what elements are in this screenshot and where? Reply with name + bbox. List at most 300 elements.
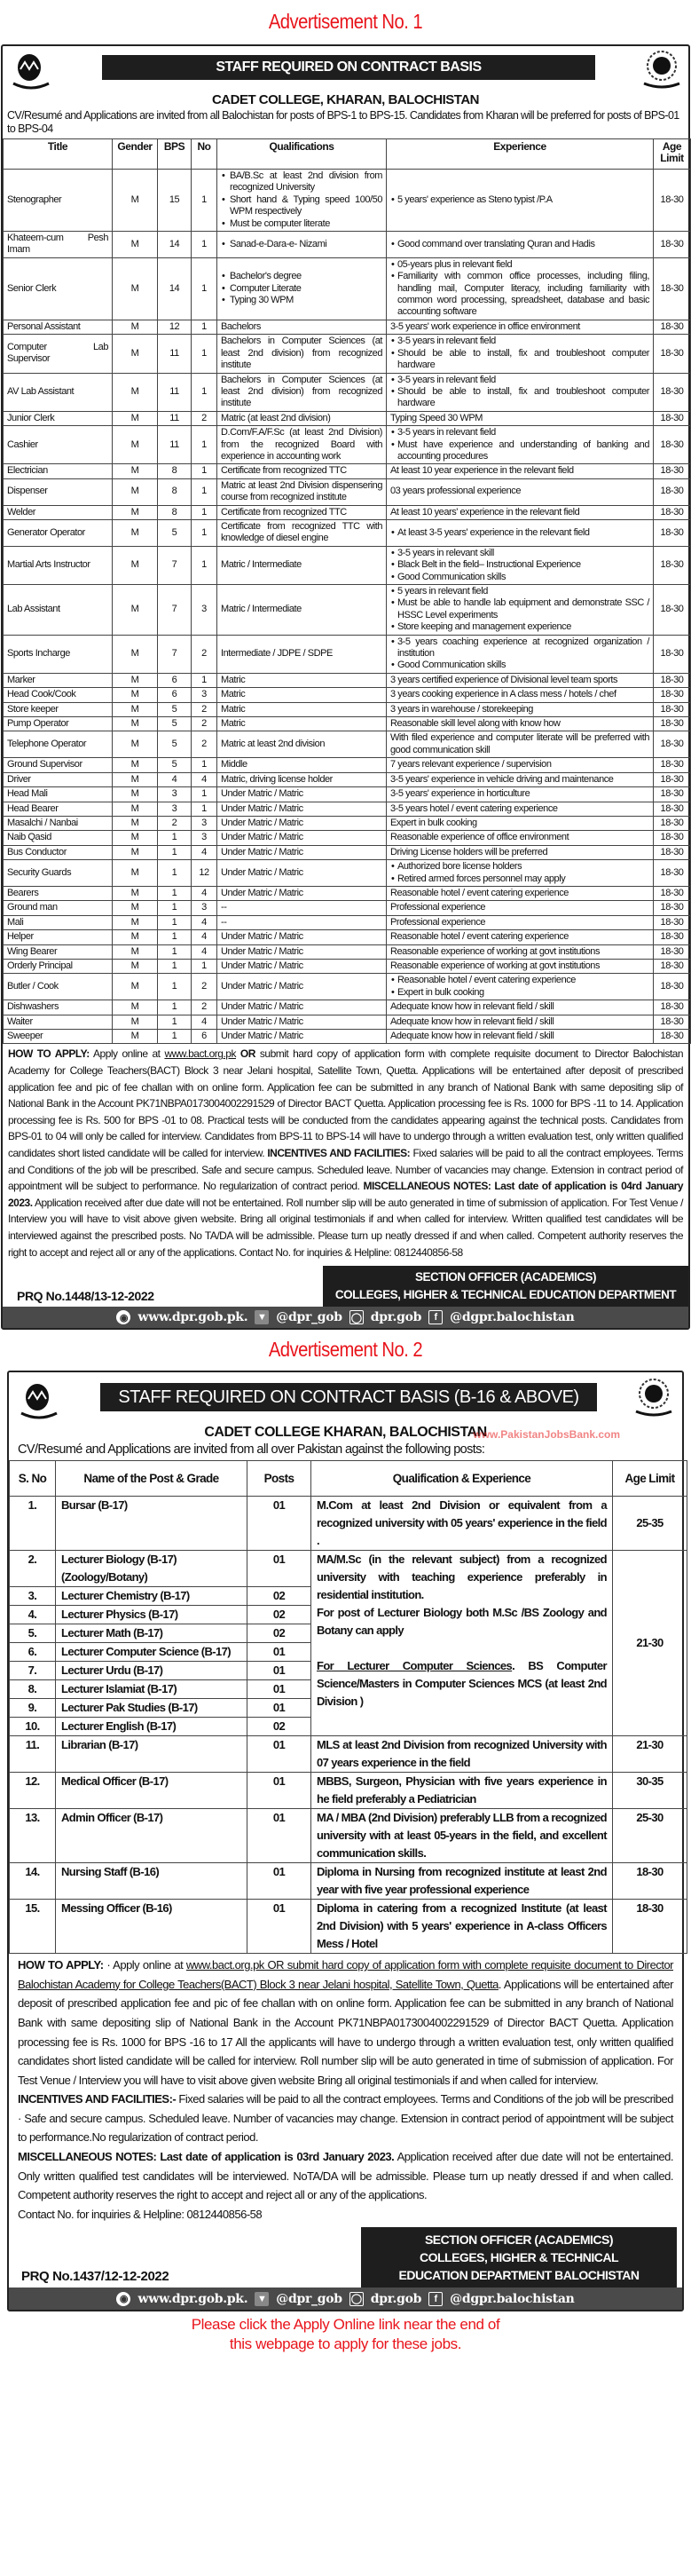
cell-age-limit: 18-30 (654, 335, 691, 373)
cell-experience (387, 232, 654, 258)
cell-experience (387, 546, 654, 584)
cell-title: Head Mali (4, 787, 113, 802)
cell-qualification-experience: MA / MBA (2nd Division) preferably LLB from a recognized university with at least 05-years in the field, and excellent communication skills. (311, 1809, 613, 1863)
cell-posts: 1 (192, 673, 217, 687)
cell-bps: 1 (158, 1030, 192, 1044)
ad-header-band: STAFF REQUIRED ON CONTRACT BASIS (102, 55, 595, 80)
table-row (4, 860, 691, 887)
cell-post-name: Lecturer English (B-17) (56, 1718, 247, 1736)
table-row (10, 1809, 687, 1863)
cell-bps: 2 (158, 816, 192, 830)
cell-age-limit: 21-30 (613, 1736, 687, 1773)
notes-heading: INCENTIVES AND FACILITIES:- (18, 2092, 177, 2106)
cell-bps: 1 (158, 886, 192, 900)
cell-bps: 1 (158, 860, 192, 887)
facebook-handle[interactable]: @dgpr.balochistan (450, 1310, 575, 1325)
cell-gender: M (113, 1030, 158, 1044)
advertisement-1 (1, 44, 690, 1330)
cell-posts: 01 (247, 1809, 311, 1863)
cell-age-limit: 18-30 (654, 585, 691, 636)
cell-gender: M (113, 860, 158, 887)
cell-qualifications: Matric, driving license holder (217, 772, 387, 786)
column-header: Posts (247, 1461, 311, 1497)
cell-posts: 02 (247, 1587, 311, 1606)
table-row (4, 959, 691, 973)
bullet-item: • Good Communication skills (390, 660, 649, 671)
cell-title: Senior Clerk (4, 257, 113, 320)
notes-text: Fixed salaries will be paid to all the contract employees. Terms and Conditions of the job will be prescribed. Safe and secure campus. Scheduled leave. Number of vacancies may change. Extension in contract period of appointment will be subject to performance. No regularization of contract period. (8, 1146, 683, 1193)
cell-posts: 1 (192, 426, 217, 464)
table-row (4, 688, 691, 702)
cell-bps: 1 (158, 1000, 192, 1015)
cell-gender: M (113, 1015, 158, 1029)
globe-icon: ◉ (116, 1310, 130, 1324)
department-emblem-icon (632, 1376, 675, 1418)
cell-posts: 01 (247, 1900, 311, 1954)
cell-gender: M (113, 373, 158, 411)
cell-title: Personal Assistant (4, 320, 113, 334)
table-header (10, 1461, 687, 1497)
cell-qualifications: Under Matric / Matric (217, 816, 387, 830)
cell-serial-no: 10. (10, 1718, 56, 1736)
cell-qualification-experience: M.Com at least 2nd Division or equivalent from a recognized university with 05 years' experience in the field . (311, 1497, 613, 1551)
cell-posts: 01 (247, 1662, 311, 1680)
cell-title: Khateem-cum Pesh Imam (4, 232, 113, 258)
cell-title: Junior Clerk (4, 411, 113, 425)
cell-experience (387, 426, 654, 464)
cell-title: Computer Lab Supervisor (4, 335, 113, 373)
cell-serial-no: 6. (10, 1643, 56, 1662)
table-row (4, 1030, 691, 1044)
bullet-item: • 5 years in relevant field (390, 586, 649, 597)
watermark: www.PakistanJobsBank.com (473, 1428, 620, 1442)
cell-posts: 1 (192, 335, 217, 373)
notes-text: Apply online at (89, 1047, 165, 1061)
cell-qualifications: Under Matric / Matric (217, 930, 387, 944)
notes-text: . Applications will be entertained after deposit of prescribed application fee and pic of fee challan with on online form. Application fee can be submitted in any branch of National Bank with same depositing slip of National Bank in the Account PK71NBPA0173004002291529 of Director BACT Quetta. Application processing fee is Rs. 1000 for BPS -16 to 17 All the applicants will have to undergo through a written evaluation test, only written qualified candidates short listed candidate will be called for interview. Roll number slip will be auto generated in time of submission of application. For Test Venue / Interview you will have to visit above given website Bring all original testimonials if and when called for interview. (18, 1977, 673, 2087)
cell-bps: 1 (158, 974, 192, 1000)
table-row (4, 974, 691, 1000)
signature-row (9, 2227, 682, 2288)
cell-experience: Reasonable hotel / event catering experience (387, 930, 654, 944)
column-header: Experience (387, 139, 654, 170)
cell-gender: M (113, 170, 158, 232)
table-row (10, 1497, 687, 1551)
column-header: Title (4, 139, 113, 170)
cell-gender: M (113, 802, 158, 816)
bullet-list (390, 527, 649, 539)
cell-age-limit: 18-30 (654, 373, 691, 411)
bullet-item: • Reasonable hotel / event catering experience (390, 975, 649, 986)
bullet-list (390, 975, 649, 999)
website-link[interactable]: www.dpr.gob.pk. (137, 1310, 248, 1325)
cell-gender: M (113, 702, 158, 716)
cell-age-limit: 18-30 (654, 411, 691, 425)
facebook-icon: f (428, 2292, 443, 2306)
cell-qualifications: Matric (at least 2nd division) (217, 411, 387, 425)
cell-bps: 4 (158, 772, 192, 786)
cell-age-limit: 18-30 (654, 717, 691, 731)
cell-gender: M (113, 688, 158, 702)
cell-posts: 12 (192, 860, 217, 887)
bullet-item: • 3-5 years in relevant field (390, 427, 649, 439)
cell-experience: Reasonable experience of working at govt institutions (387, 944, 654, 959)
cell-experience: 3-5 years hotel / event catering experience (387, 802, 654, 816)
bullet-item: • Short hand & Typing speed 100/50 WPM respectively (221, 194, 382, 218)
bullet-list (221, 239, 382, 250)
jobs-table (9, 1460, 687, 1954)
cell-gender: M (113, 816, 158, 830)
cell-qualifications: Middle (217, 758, 387, 772)
website-link[interactable]: www.dpr.gob.pk. (137, 2291, 248, 2306)
intro-text: CV/Resumé and Applications are invited from all over Pakistan against the following posts: (18, 1442, 485, 1458)
cell-qualifications: D.Com/F.A/F.Sc (at least 2nd Division) from the recognized Board with experience in accounting work (217, 426, 387, 464)
bullet-list (390, 259, 649, 319)
cell-experience: Professional experience (387, 901, 654, 915)
cell-qualifications: Bachelors in Computer Sciences (at least 2nd division) from recognized institute (217, 335, 387, 373)
cell-qualifications (217, 232, 387, 258)
table-row (10, 1773, 687, 1809)
cell-post-name: Lecturer Urdu (B-17) (56, 1662, 247, 1680)
cell-age-limit: 18-30 (654, 1000, 691, 1015)
instagram-handle[interactable]: dpr.gob (370, 1310, 422, 1325)
cell-age-limit: 18-30 (654, 702, 691, 716)
cell-bps: 1 (158, 845, 192, 859)
cell-qualification-experience: Diploma in catering from a recognized Institute (at least 2nd Division) with 5 years' experience in A-class Officers Mess / Hotel (311, 1900, 613, 1954)
bullet-item: • 05-years plus in relevant field (390, 259, 649, 271)
cell-posts: 3 (192, 585, 217, 636)
cell-qualifications: Matric (217, 673, 387, 687)
cell-age-limit: 18-30 (654, 320, 691, 334)
cell-experience (387, 974, 654, 1000)
cell-post-name: Nursing Staff (B-16) (56, 1863, 247, 1900)
cell-bps: 5 (158, 758, 192, 772)
notes-text: submit hard copy of application form with complete requisite document to Director Balochistan Academy for College Teachers(BACT) Block 3 near Jelani hospital, Satellite Town, Quetta. Applications will be entertained after deposit of prescribed application fee and pic of fee challan with on online form. Application fee can be submitted in any branch of National Bank with same depositing slip of National Bank in the Account PK71NBPA0173004002291529 of Director BACT Quetta. Application processing fee is Rs. 1000 for BPS -11 to 14. Application processing fee is Rs. 500 for BPS -01 to 08. Practical tests will be conducted from the candidates appearing against the technical posts. Candidates from BPS-01 to 04 will only be called for interview. Candidates from BPS-11 to BPS-14 will have to undergo through a written evaluation test, only written qualified candidates short listed candidate will be called for interview. (8, 1047, 683, 1159)
qualification-text: . BS Computer Science/Masters in Computer Sciences MCS (at least 2nd Division ) (317, 1659, 608, 1709)
cell-age-limit: 18-30 (654, 901, 691, 915)
cell-qualifications: Under Matric / Matric (217, 831, 387, 845)
bullet-item: • Authorized bore license holders (390, 861, 649, 873)
bullet-list (390, 239, 649, 250)
cell-posts: 01 (247, 1736, 311, 1773)
cell-age-limit: 18-30 (654, 944, 691, 959)
bullet-item: • Black Belt in the field– Instructional Experience (390, 559, 649, 571)
cell-post-name: Librarian (B-17) (56, 1736, 247, 1773)
cell-age-limit: 18-30 (654, 802, 691, 816)
instagram-icon: ◯ (349, 2292, 364, 2306)
cell-posts: 2 (192, 974, 217, 1000)
cell-serial-no: 13. (10, 1809, 56, 1863)
cell-post-name: Lecturer Pak Studies (B-17) (56, 1699, 247, 1718)
cell-posts: 1 (192, 478, 217, 505)
cell-title: Sports Incharge (4, 635, 113, 673)
cell-gender: M (113, 232, 158, 258)
table-row (4, 1000, 691, 1015)
cell-qualifications: Matric (217, 717, 387, 731)
cell-title: Pump Operator (4, 717, 113, 731)
cell-qualifications: Intermediate / JDPE / SDPE (217, 635, 387, 673)
notes-text: Contact No. for inquiries & Helpline: 0812440856-58 (18, 2207, 263, 2221)
cell-age-limit: 18-30 (654, 635, 691, 673)
cell-qualifications: Matric at least 2nd division (217, 731, 387, 758)
bullet-item: • Sanad-e-Dara-e- Nizami (221, 239, 382, 250)
bullet-list (390, 194, 649, 206)
signatory-title: SECTION OFFICER (ACADEMICS) (415, 1270, 596, 1284)
cell-experience: 3-5 years' experience in vehicle driving and maintenance (387, 772, 654, 786)
column-header: Name of the Post & Grade (56, 1461, 247, 1497)
bullet-item: • BA/B.Sc at least 2nd division from recognized University (221, 170, 382, 194)
advertisement-1-title: Advertisement No. 1 (268, 10, 423, 33)
college-name: CADET COLLEGE KHARAN, BALOCHISTAN (204, 1425, 487, 1441)
application-instructions (3, 1044, 688, 1262)
cell-serial-no: 1. (10, 1497, 56, 1551)
notes-heading: MISCELLANEOUS NOTES: Last date of application is 04rd January 2023. (8, 1180, 683, 1209)
cell-bps: 1 (158, 1015, 192, 1029)
column-header: Age Limit (613, 1461, 687, 1497)
bullet-item: • Retired armed forces personnel may apply (390, 873, 649, 885)
cell-post-name: Lecturer Chemistry (B-17) (56, 1587, 247, 1606)
cell-posts: 3 (192, 901, 217, 915)
cell-bps: 14 (158, 232, 192, 258)
section-officer-signature (361, 2227, 677, 2288)
apply-link[interactable]: www.bact.org.pk OR submit hard copy of application form with complete requisite document to Director Balochistan Academy for College Teachers(BACT) Block 3 near Jelani hospital, Satellite Town, Quetta (18, 1958, 674, 1991)
table-row (4, 802, 691, 816)
cell-gender: M (113, 478, 158, 505)
notes-heading: MISCELLANEOUS NOTES: Last date of application is 03rd January 2023. (18, 2150, 395, 2164)
ad-header-band: STAFF REQUIRED ON CONTRACT BASIS (B-16 & ABOVE) (100, 1383, 597, 1411)
cell-qualifications: Certificate from recognized TTC (217, 505, 387, 519)
cell-posts: 01 (247, 1551, 311, 1587)
cell-age-limit: 18-30 (654, 1030, 691, 1044)
cell-bps: 1 (158, 901, 192, 915)
instagram-icon: ◯ (349, 1310, 364, 1324)
cell-gender: M (113, 635, 158, 673)
cell-title: Store keeper (4, 702, 113, 716)
bullet-item: • Must have experience and understanding of banking and accounting procedures (390, 439, 649, 463)
table-row (10, 1863, 687, 1900)
cell-age-limit: 21-30 (613, 1551, 687, 1736)
cell-posts: 4 (192, 886, 217, 900)
cell-serial-no: 5. (10, 1624, 56, 1643)
cell-bps: 1 (158, 959, 192, 973)
cell-qualifications: Under Matric / Matric (217, 845, 387, 859)
cell-qualifications: Certificate from recognized TTC with knowledge of diesel engine (217, 519, 387, 546)
cell-gender: M (113, 505, 158, 519)
cell-gender: M (113, 546, 158, 584)
twitter-handle[interactable]: @dpr_gob (276, 1310, 342, 1325)
table-header (4, 139, 691, 170)
cell-age-limit: 18-30 (654, 257, 691, 320)
cell-posts: 2 (192, 717, 217, 731)
cell-bps: 1 (158, 915, 192, 929)
facebook-handle[interactable]: @dgpr.balochistan (450, 2291, 575, 2306)
signatory-department: COLLEGES, HIGHER & TECHNICAL (419, 2250, 618, 2265)
qualification-underlined: For Lecturer Computer Sciences (317, 1659, 513, 1673)
cell-bps: 7 (158, 585, 192, 636)
bullet-item: • 3-5 years in relevant field (390, 375, 649, 386)
bullet-item: • Bachelor's degree (221, 271, 382, 282)
cell-bps: 11 (158, 426, 192, 464)
cell-gender: M (113, 758, 158, 772)
cell-gender: M (113, 886, 158, 900)
table-row (4, 257, 691, 320)
cell-age-limit: 18-30 (654, 816, 691, 830)
cell-title: Bearers (4, 886, 113, 900)
table-row (4, 320, 691, 334)
table-row (4, 635, 691, 673)
cell-title: Martial Arts Instructor (4, 546, 113, 584)
cell-experience: Adequate know how in relevant field / skill (387, 1000, 654, 1015)
cell-age-limit: 30-35 (613, 1773, 687, 1809)
cell-gender: M (113, 930, 158, 944)
cell-age-limit: 18-30 (654, 170, 691, 232)
bullet-item: • 3-5 years in relevant skill (390, 548, 649, 559)
bullet-item: • 3-5 years coaching experience at recognized organization / institution (390, 636, 649, 660)
cell-bps: 3 (158, 787, 192, 802)
cell-age-limit: 18-30 (654, 731, 691, 758)
table-row (10, 1736, 687, 1773)
cell-title: Stenographer (4, 170, 113, 232)
cell-posts: 01 (247, 1863, 311, 1900)
bullet-item: • Store keeping and management experience (390, 621, 649, 633)
bullet-item: • At least 3-5 years' experience in the relevant field (390, 527, 649, 539)
cell-qualifications: Certificate from recognized TTC (217, 464, 387, 478)
cell-posts: 2 (192, 731, 217, 758)
cell-posts: 4 (192, 1015, 217, 1029)
cell-experience: At least 10 years' experience in the relevant field (387, 505, 654, 519)
cell-bps: 6 (158, 673, 192, 687)
cell-title: Lab Assistant (4, 585, 113, 636)
cell-bps: 1 (158, 831, 192, 845)
cell-qualifications: Matric at least 2nd Division dispensering course from recognized institute (217, 478, 387, 505)
table-row (4, 585, 691, 636)
cell-experience (387, 860, 654, 887)
cell-experience: 3 years certified experience of Divisional level team sports (387, 673, 654, 687)
table-row (4, 886, 691, 900)
notes-heading: HOW TO APPLY: (8, 1047, 90, 1061)
cell-qualifications: Under Matric / Matric (217, 974, 387, 1000)
cell-experience: Typing Speed 30 WPM (387, 411, 654, 425)
cell-qualifications: Matric (217, 702, 387, 716)
intro-text: CV/Resumé and Applications are invited from all Balochistan for posts of BPS-1 to BPS-15. Candidates from Kharan will be preferred for posts of BPS-01 to BPS-04 (7, 109, 679, 135)
cell-bps: 5 (158, 519, 192, 546)
cell-experience (387, 257, 654, 320)
cell-posts: 1 (192, 802, 217, 816)
cell-title: Waiter (4, 1015, 113, 1029)
cell-age-limit: 18-30 (654, 915, 691, 929)
cell-age-limit: 18-30 (613, 1863, 687, 1900)
cell-title: Head Cook/Cook (4, 688, 113, 702)
table-row (4, 930, 691, 944)
cell-serial-no: 15. (10, 1900, 56, 1954)
cell-bps: 14 (158, 257, 192, 320)
bullet-list (390, 636, 649, 672)
cell-posts: 1 (192, 959, 217, 973)
cell-posts: 1 (192, 546, 217, 584)
notes-text: Fixed salaries will be paid to all the contract employees. Terms and Conditions of the job will be prescribed · Safe and secure campus. Scheduled leave. Number of vacancies may change. Extension in contract period of appointment will be subject to performance.No regularization of contract period. (18, 2092, 673, 2145)
bullet-item: • Expert in bulk cooking (390, 987, 649, 999)
cell-posts: 01 (247, 1773, 311, 1809)
cell-posts: 01 (247, 1699, 311, 1718)
cell-posts: 4 (192, 915, 217, 929)
cell-experience: 3 years cooking experience in A class mess / hotels / chef (387, 688, 654, 702)
cell-posts: 3 (192, 831, 217, 845)
table-row (10, 1900, 687, 1954)
cell-age-limit: 18-30 (654, 426, 691, 464)
ad-header (3, 46, 688, 92)
cell-experience: 3 years in warehouse / storekeeping (387, 702, 654, 716)
cell-gender: M (113, 320, 158, 334)
column-header: BPS (158, 139, 192, 170)
cell-post-name: Lecturer Biology (B-17) (Zoology/Botany) (56, 1551, 247, 1587)
cell-title: Ground man (4, 901, 113, 915)
bullet-list (390, 336, 649, 371)
cell-posts: 4 (192, 944, 217, 959)
cell-serial-no: 14. (10, 1863, 56, 1900)
cell-bps: 8 (158, 505, 192, 519)
column-header: S. No (10, 1461, 56, 1497)
cell-age-limit: 18-30 (654, 886, 691, 900)
cell-serial-no: 8. (10, 1680, 56, 1699)
jobs-table (3, 138, 691, 1044)
cell-qualifications: Under Matric / Matric (217, 959, 387, 973)
table-row (10, 1551, 687, 1587)
notes-paragraph (18, 2090, 673, 2147)
cell-qualifications: Under Matric / Matric (217, 1000, 387, 1015)
signatory-department: COLLEGES, HIGHER & TECHNICAL EDUCATION DEPARTMENT (334, 1288, 677, 1302)
cell-experience (387, 335, 654, 373)
cell-bps: 7 (158, 546, 192, 584)
cell-title: Wing Bearer (4, 944, 113, 959)
cell-experience: Professional experience (387, 915, 654, 929)
advertisement-2 (7, 1371, 684, 2311)
twitter-handle[interactable]: @dpr_gob (276, 2291, 342, 2306)
apply-link[interactable]: www.bact.org.pk (164, 1047, 236, 1061)
table-row (4, 787, 691, 802)
section-officer-signature (323, 1266, 688, 1307)
cell-gender: M (113, 831, 158, 845)
column-header: Age Limit (654, 139, 691, 170)
cell-posts: 1 (192, 320, 217, 334)
cell-title: Mali (4, 915, 113, 929)
notes-heading: HOW TO APPLY: (18, 1958, 104, 1972)
cell-experience: At least 10 year experience in the relevant field (387, 464, 654, 478)
cell-qualifications: Under Matric / Matric (217, 802, 387, 816)
table-row (4, 335, 691, 373)
cell-qualifications: -- (217, 901, 387, 915)
cell-qualifications (217, 170, 387, 232)
column-header: Qualification & Experience (311, 1461, 613, 1497)
cell-bps: 15 (158, 170, 192, 232)
cell-qualifications: Under Matric / Matric (217, 944, 387, 959)
cell-title: Masalchi / Nanbai (4, 816, 113, 830)
cell-bps: 11 (158, 411, 192, 425)
cell-age-limit: 18-30 (654, 519, 691, 546)
cell-experience: Driving License holders will be preferred (387, 845, 654, 859)
table-row (4, 915, 691, 929)
bullet-list (390, 861, 649, 885)
cell-posts: 02 (247, 1624, 311, 1643)
cell-title: Naib Qasid (4, 831, 113, 845)
cell-age-limit: 18-30 (654, 232, 691, 258)
instagram-handle[interactable]: dpr.gob (370, 2291, 422, 2306)
cell-gender: M (113, 915, 158, 929)
cell-gender: M (113, 464, 158, 478)
cell-qualifications: -- (217, 915, 387, 929)
cell-title: Marker (4, 673, 113, 687)
cell-age-limit: 18-30 (654, 673, 691, 687)
cell-title: Ground Supervisor (4, 758, 113, 772)
